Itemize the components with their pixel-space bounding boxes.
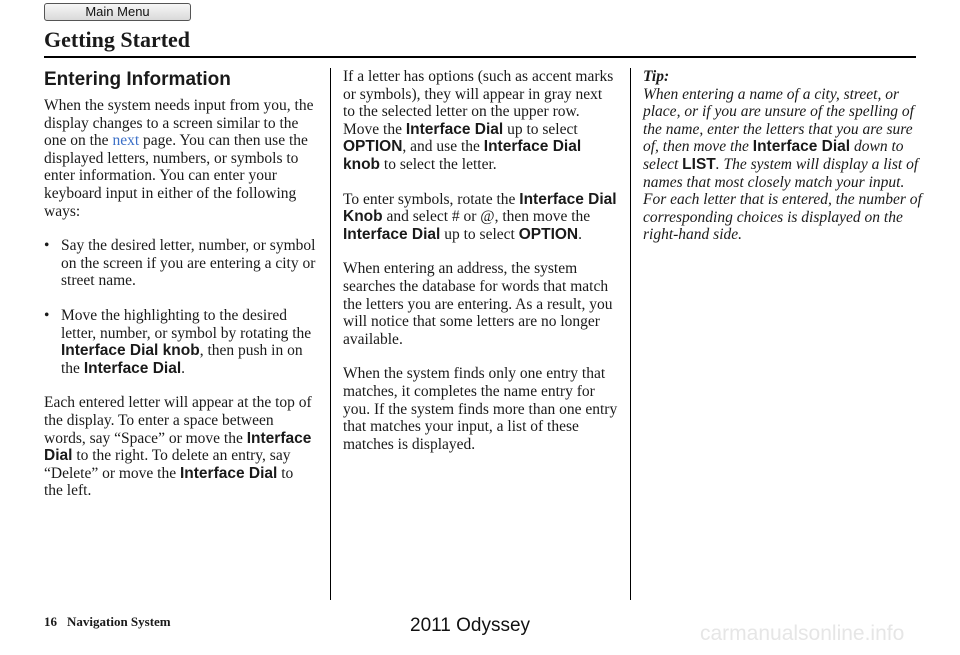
- control-name: OPTION: [518, 225, 579, 243]
- control-name: LIST: [682, 155, 716, 173]
- control-name: Interface Dial: [405, 120, 504, 138]
- match-paragraph: When the system finds only one entry that matches, it completes the name entry for you. If the system finds more than one entry that matches your input, a list of these matches is displayed.: [343, 365, 618, 453]
- site-watermark: carmanualsonline.info: [700, 622, 905, 645]
- list-item: [44, 307, 316, 377]
- intro-text: When the system needs input from you, the display changes to a screen similar to the one on the: [44, 97, 314, 150]
- body-text: If a letter has options (such as accent marks or symbols), they will appear in gray next to the selected letter on the upper row. Move the: [343, 68, 614, 138]
- page-title: Getting Started: [44, 27, 191, 52]
- tip-body: down to select: [643, 138, 904, 173]
- tip-body: When entering a name of a city, street, or place, or if you are unsure of the spelling of the name, enter the letters that you are sure of, then move the: [643, 85, 914, 156]
- column-divider: [330, 68, 331, 600]
- body-text: Each entered letter will appear at the top of the display. To enter a space between words, say “Space” or move the: [44, 394, 312, 447]
- input-method-list: [44, 237, 316, 377]
- page-footer: [44, 614, 171, 630]
- bullet-icon: •: [44, 237, 50, 255]
- body-text: .: [578, 225, 582, 243]
- column-3-tip: [643, 68, 923, 244]
- intro-text-2: page. You can then use the displayed letters, numbers, or symbols to enter information. You can enter your keyboard input in either of the following ways:: [44, 132, 308, 220]
- address-paragraph: When entering an address, the system searches the database for words that match the letters you are entering. As a result, you will notice that some letters are no longer available.: [343, 260, 613, 348]
- bullet-text: Say the desired letter, number, or symbol on the screen if you are entering a city or street name.: [61, 237, 316, 290]
- tip-label: Tip:: [643, 68, 670, 85]
- control-name: Interface Dial: [752, 138, 851, 156]
- control-name: Interface Dial Knob: [343, 190, 617, 226]
- main-menu-button[interactable]: Main Menu: [44, 3, 191, 21]
- column-2: [343, 68, 618, 470]
- control-name: Interface Dial knob: [343, 138, 582, 173]
- control-name: Interface Dial knob: [61, 342, 200, 360]
- bullet-text: , then push in on the: [61, 342, 303, 377]
- entry-paragraph: [44, 394, 316, 500]
- body-text: to the left.: [44, 464, 294, 500]
- page-number: 16: [44, 614, 57, 629]
- title-rule: [44, 56, 916, 58]
- body-text: , and use the: [402, 138, 484, 156]
- control-name: Interface Dial: [180, 464, 278, 482]
- intro-paragraph: [44, 97, 316, 220]
- list-item: [44, 237, 316, 290]
- body-text: up to select: [440, 225, 519, 243]
- manual-title: Navigation System: [67, 614, 171, 629]
- tip-text: [643, 86, 923, 244]
- options-paragraph: [343, 68, 618, 174]
- bullet-icon: •: [44, 306, 50, 324]
- control-name: Interface Dial: [343, 225, 441, 243]
- tip-body: . The system will display a list of names that most closely match your input. For each letter that is entered, the number of corresponding choices is displayed on the right-hand side.: [643, 155, 922, 244]
- control-name: Interface Dial: [83, 359, 182, 377]
- body-text: up to select: [503, 120, 578, 138]
- next-page-link[interactable]: next: [112, 132, 140, 150]
- model-watermark: 2011 Odyssey: [410, 615, 531, 636]
- bullet-text: Move the highlighting to the desired letter, number, or symbol by rotating the: [61, 306, 312, 342]
- body-text: To enter symbols, rotate the: [343, 190, 520, 208]
- symbols-paragraph: [343, 191, 618, 244]
- body-text: to select the letter.: [380, 155, 497, 173]
- section-heading: Entering Information: [44, 69, 231, 90]
- bullet-text: .: [181, 359, 186, 377]
- control-name: OPTION: [343, 138, 403, 156]
- column-1: [44, 68, 316, 517]
- body-text: and select # or @, then move the: [382, 208, 591, 226]
- control-name: Interface Dial: [44, 429, 312, 465]
- body-text: to the right. To delete an entry, say “Delete” or move the: [44, 447, 291, 482]
- column-divider: [630, 68, 631, 600]
